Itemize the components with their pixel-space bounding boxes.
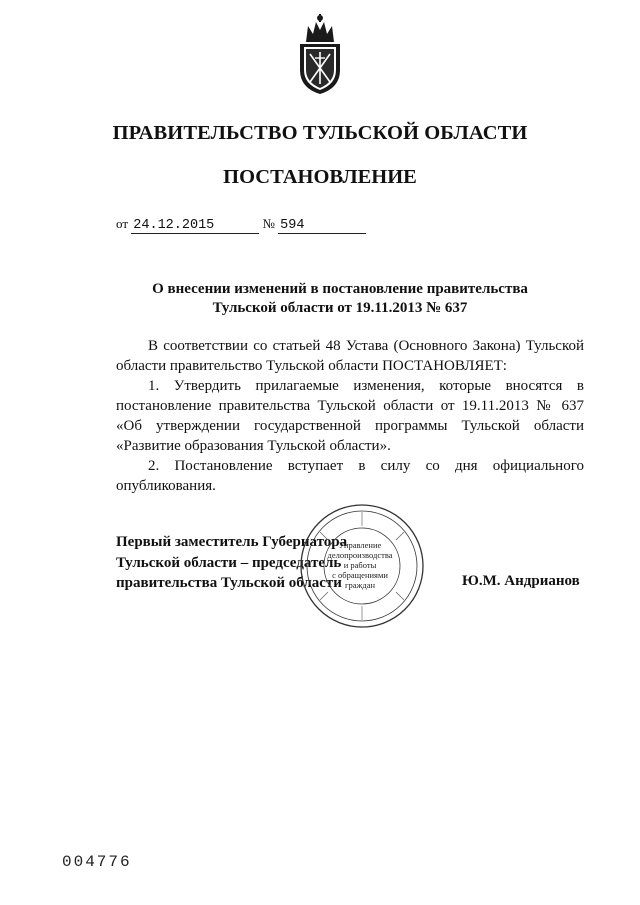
stamp-line-3: и работы bbox=[343, 560, 377, 570]
date-number-row bbox=[116, 216, 366, 234]
signer-name: Ю.М. Андрианов bbox=[462, 573, 580, 589]
signer-position-line-1: Первый заместитель Губернатора bbox=[116, 534, 348, 550]
number-sign: № bbox=[262, 216, 275, 231]
document-number: 594 bbox=[278, 219, 366, 234]
subject-line-2: Тульской области от 19.11.2013 № 637 bbox=[212, 300, 468, 316]
stamp-line-5: граждан bbox=[344, 580, 376, 590]
signer-position-line-3: правительства Тульской области bbox=[116, 575, 342, 591]
document-date: 24.12.2015 bbox=[131, 219, 259, 234]
stamp-text bbox=[312, 540, 408, 590]
subject-line-1: О внесении изменений в постановление правительства bbox=[152, 281, 528, 297]
government-title: ПРАВИТЕЛЬСТВО ТУЛЬСКОЙ ОБЛАСТИ bbox=[112, 122, 528, 144]
body-paragraph-1: В соответствии со статьей 48 Устава (Основного Закона) Тульской области правительство Тульской области ПОСТАНОВЛЯЕТ: bbox=[116, 338, 584, 374]
body-paragraph-2: 1. Утвердить прилагаемые изменения, которые вносятся в постановление правительства Тульской области от 19.11.2013 № 637 «Об утверждении государственной программы Тульской области «Развитие образования Тульской области». bbox=[116, 378, 584, 454]
document-body bbox=[116, 336, 584, 496]
stamp-line-1: Управление bbox=[338, 540, 382, 550]
document-subject bbox=[0, 280, 640, 318]
stamp-line-2: делопроизводства bbox=[327, 550, 393, 560]
body-paragraph-3: 2. Постановление вступает в силу со дня официального опубликования. bbox=[116, 458, 584, 494]
serial-number: 004776 bbox=[62, 853, 132, 871]
stamp-line-4: с обращениями bbox=[332, 570, 388, 580]
document-type: ПОСТАНОВЛЕНИЕ bbox=[223, 166, 417, 188]
coat-of-arms-emblem bbox=[296, 12, 344, 96]
date-prefix: от bbox=[116, 216, 129, 231]
signer-position-line-2: Тульской области – председатель bbox=[116, 554, 342, 571]
